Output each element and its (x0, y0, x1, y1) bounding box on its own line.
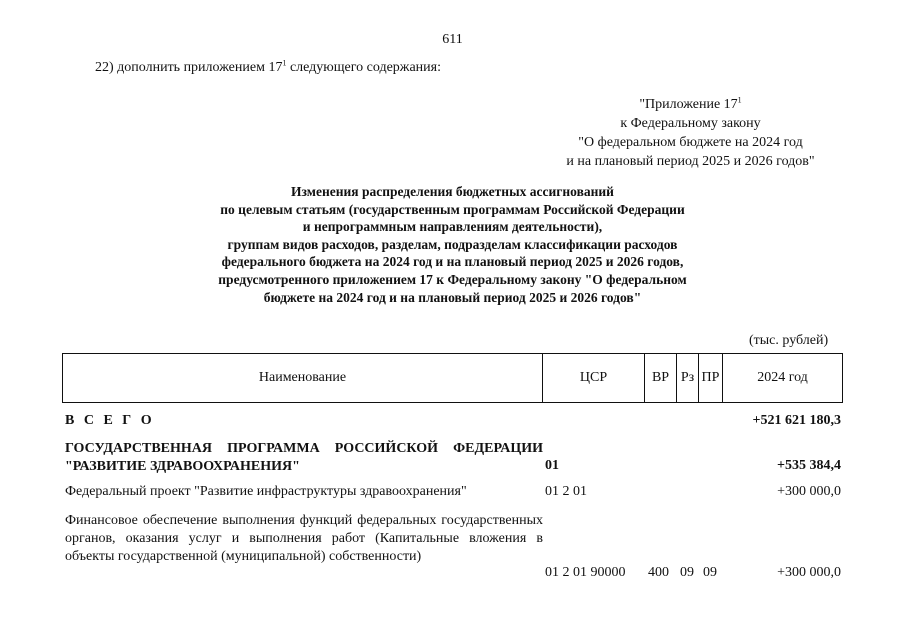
annex-line-3: "О федеральном бюджете на 2024 год (578, 135, 803, 150)
table-row-program (62, 440, 842, 476)
annex-title: "Приложение 17 (639, 97, 738, 112)
instruction-text-before: 22) дополнить приложением 17 (95, 60, 283, 75)
table-row-total (62, 413, 842, 433)
column-header-csr: ЦСР (543, 354, 645, 403)
column-header-year: 2024 год (723, 354, 843, 403)
instruction-superscript: 1 (282, 58, 287, 68)
instruction-text-after: следующего содержания: (286, 60, 441, 75)
row-csr: 01 2 01 (545, 484, 587, 499)
annex-superscript: 1 (737, 95, 742, 105)
table-row-project (62, 484, 842, 504)
column-header-pr: ПР (699, 354, 723, 403)
annex-line-2: к Федеральному закону (620, 116, 761, 131)
page-number: 611 (442, 32, 463, 47)
column-header-rz: Рз (677, 354, 699, 403)
annex-line-1 (548, 95, 833, 114)
title-line: бюджете на 2024 год и на плановый период 2025 и 2026 годов" (263, 289, 642, 305)
row-name: В С Е Г О (65, 413, 155, 428)
row-amount: +521 621 180,3 (752, 413, 841, 428)
column-header-name: Наименование (63, 354, 543, 403)
annex-line-4: и на плановый период 2025 и 2026 годов" (566, 154, 815, 169)
row-amount: +300 000,0 (777, 484, 841, 499)
document-title (180, 183, 725, 306)
row-csr: 01 2 01 90000 (545, 565, 626, 580)
title-line: предусмотренного приложением 17 к Федеральному закону "О федеральном (218, 271, 687, 287)
row-csr: 01 (545, 458, 559, 473)
title-line: группам видов расходов, разделам, подразделам классификации расходов (227, 236, 678, 252)
column-header-vr: ВР (645, 354, 677, 403)
annex-reference (548, 95, 833, 171)
row-amount: +535 384,4 (777, 458, 841, 473)
row-vr: 400 (648, 565, 669, 580)
row-name-line-2: "РАЗВИТИЕ ЗДРАВООХРАНЕНИЯ" (65, 458, 300, 474)
row-amount: +300 000,0 (777, 565, 841, 580)
row-name-line-1: ГОСУДАРСТВЕННАЯ ПРОГРАММА РОССИЙСКОЙ ФЕДЕРАЦИИ (65, 441, 543, 456)
table-header (62, 353, 843, 403)
row-pr: 09 (703, 565, 717, 580)
title-line: и непрограммным направлениям деятельности), (302, 219, 603, 235)
row-rz: 09 (680, 565, 694, 580)
row-name (65, 440, 543, 476)
units-label: (тыс. рублей) (749, 333, 829, 348)
title-line: Изменения распределения бюджетных ассигнований (291, 184, 614, 199)
title-line: по целевым статьям (государственным программам Российской Федерации (220, 201, 685, 217)
row-name: Федеральный проект "Развитие инфраструктуры здравоохранения" (65, 484, 467, 499)
row-name: Финансовое обеспечение выполнения функций федеральных государственных органов, оказания услуг и выполнения работ (Капитальные вложения в объекты государственной (муниципальной) собственности) (65, 513, 543, 564)
amendment-instruction (95, 60, 441, 76)
title-line: федерального бюджета на 2024 год и на плановый период 2025 и 2026 годов, (221, 254, 684, 270)
table-row-expense (62, 512, 842, 584)
